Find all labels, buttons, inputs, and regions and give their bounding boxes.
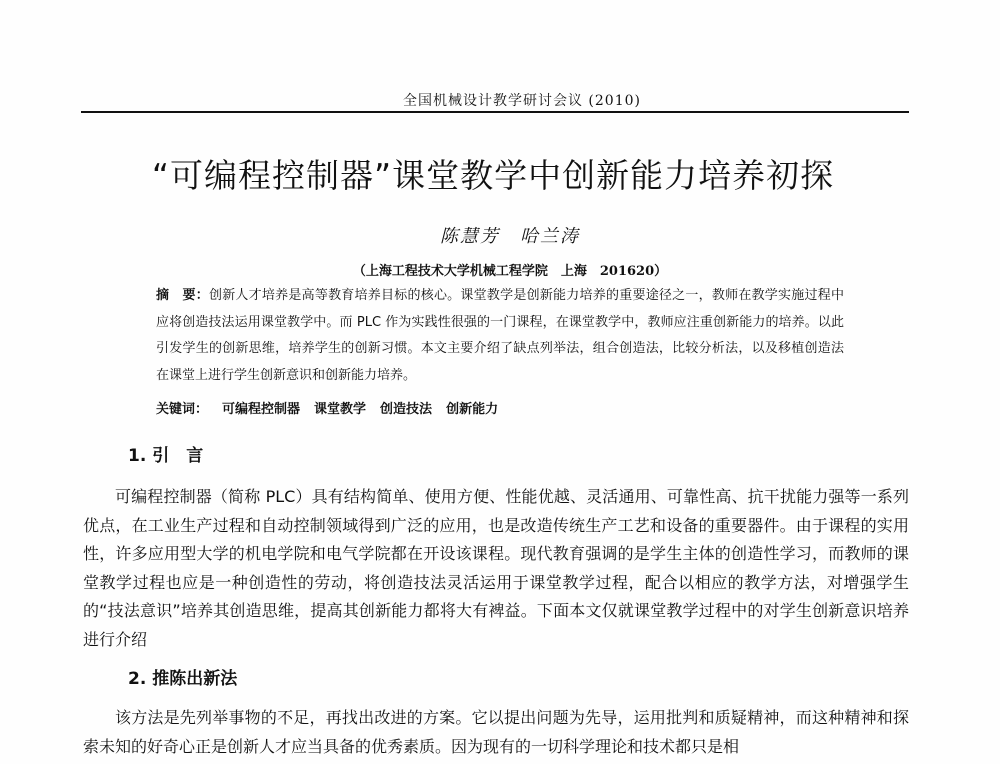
paper-title: “可编程控制器”课堂教学中创新能力培养初探 bbox=[151, 156, 835, 195]
section-heading-method: 2. 推陈出新法 bbox=[128, 669, 238, 689]
running-header: 全国机械设计教学研讨会议 (2010) bbox=[402, 93, 641, 109]
keywords-label: 关键词： bbox=[156, 402, 209, 417]
keyword-3: 创造技法 bbox=[380, 402, 433, 417]
section-text-intro: 可编程控制器（简称 PLC）具有结构简单、使用方便、性能优越、灵活通用、可靠性高、抗干扰能力强等一系列优点，在工业生产过程和自动控制领域得到广泛的应用，也是改造传统生产工艺和设备的重要器件。由于课程的实用性，许多应用型大学的机电学院和电气学院都在开设该课程。现代教育强调的是学生主体的创造性学习，而教师的课堂教学过程也应是一种创造性的劳动，将创造技法灵活运用于课堂教学过程，配合以相应的教学方法，对增强学生的“技法意识”培养其创造思维，提高其创新能力都将大有裨益。下面本文仅就课堂教学过程中的对学生创新意识培养进行介绍 bbox=[83, 487, 909, 649]
keyword-1: 可编程控制器 bbox=[222, 402, 301, 417]
keyword-2: 课堂教学 bbox=[314, 402, 367, 417]
abstract bbox=[156, 283, 844, 389]
keywords bbox=[156, 398, 844, 417]
section-text-method: 该方法是先列举事物的不足，再找出改进的方案。它以提出问题为先导，运用批判和质疑精神，而这种精神和探索未知的好奇心正是创新人才应当具备的优秀素质。因为现有的一切科学理论和技术都只是相 bbox=[83, 708, 909, 756]
abstract-label: 摘 要： bbox=[156, 288, 209, 303]
abstract-text: 创新人才培养是高等教育培养目标的核心。课堂教学是创新能力培养的重要途径之一，教师在教学实施过程中应将创造技法运用课堂教学中。而 PLC 作为实践性很强的一门课程，在课堂教学中，教师应注重创新能力的培养。以此引发学生的创新思维，培养学生的创新习惯。本文主要介绍了缺点列举法，组合创造法，比较分析法，以及移植创造法在课堂上进行学生创新意识和创新能力培养。 bbox=[156, 288, 844, 383]
header-rule bbox=[81, 111, 909, 113]
affiliation: （上海工程技术大学机械工程学院 上海 201620） bbox=[352, 264, 668, 279]
section-heading-intro: 1. 引 言 bbox=[128, 446, 204, 466]
authors: 陈慧芳 哈兰涛 bbox=[440, 226, 580, 247]
keyword-4: 创新能力 bbox=[446, 402, 499, 417]
